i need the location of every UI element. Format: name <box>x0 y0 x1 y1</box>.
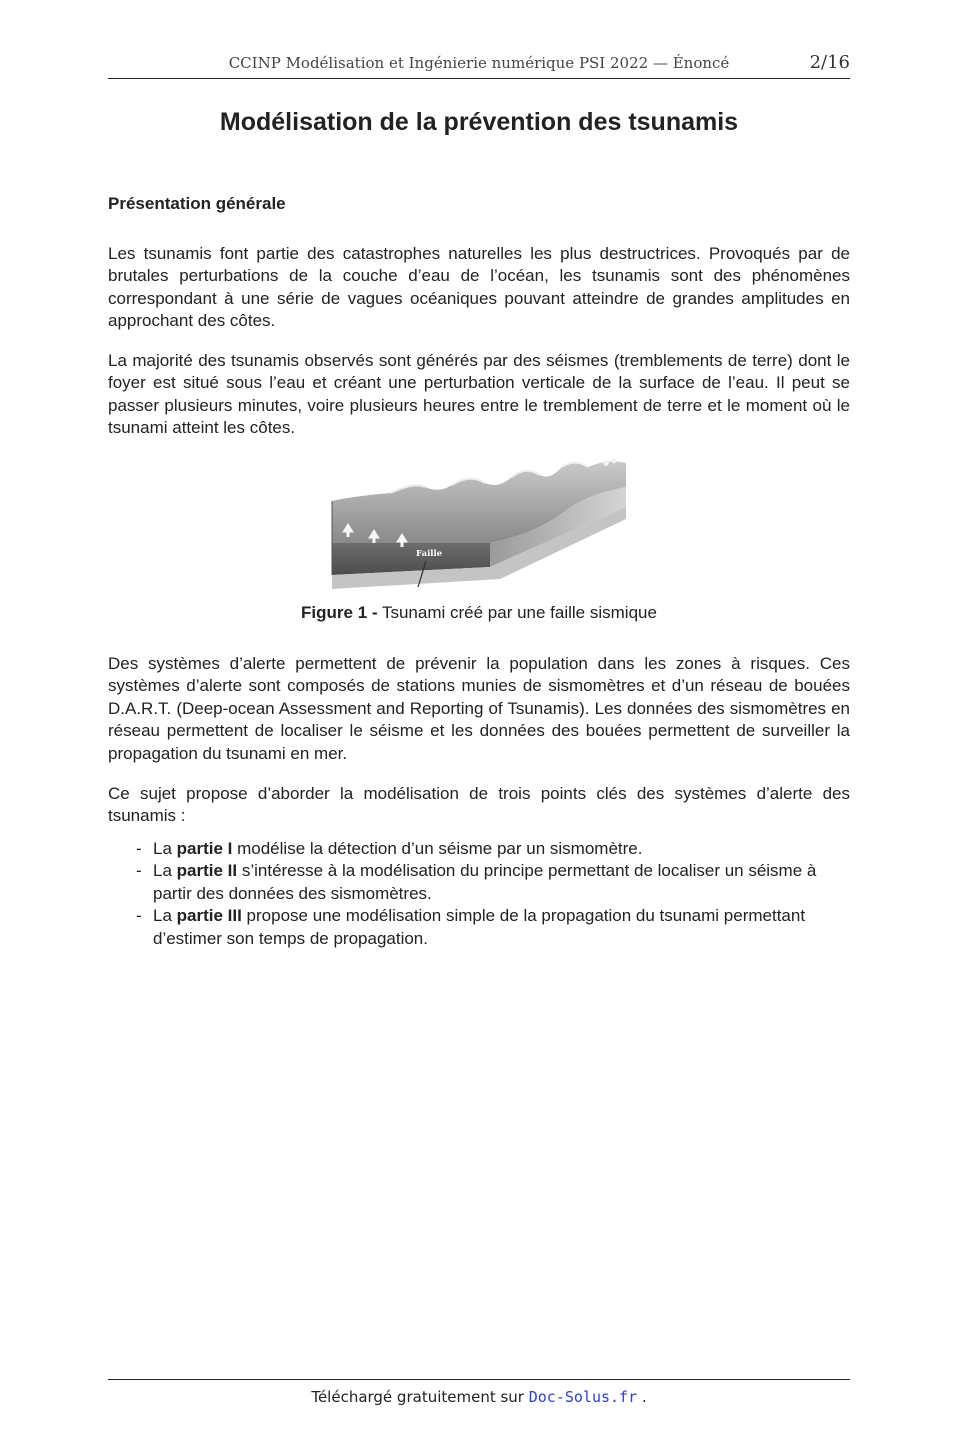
list-text: s’intéresse à la modélisation du principe permettant de localiser un séisme à partir des données des sismomètres. <box>153 861 817 903</box>
part-name: partie I <box>176 839 233 858</box>
figure-caption <box>108 603 850 623</box>
footer-suffix: . <box>637 1388 647 1406</box>
list-dash: - <box>136 839 142 858</box>
doc-solus-link[interactable]: Doc-Solus.fr <box>528 1388 638 1406</box>
page-header <box>108 52 850 79</box>
paragraph-sujet: Ce sujet propose d’aborder la modélisation de trois points clés des systèmes d’alerte des tsunamis : <box>108 784 850 826</box>
caption-text: Tsunami créé par une faille sismique <box>377 603 657 622</box>
list-item <box>136 860 850 905</box>
page-footer <box>108 1388 850 1406</box>
list-item <box>136 905 850 950</box>
list-prefix: La <box>153 906 177 926</box>
fault-label: Faille <box>416 549 443 559</box>
list-dash: - <box>136 861 142 881</box>
caption-label: Figure 1 - <box>301 603 378 622</box>
list-dash: - <box>136 906 142 926</box>
header-title: CCINP Modélisation et Ingénierie numérique PSI 2022 — Énoncé <box>228 54 730 72</box>
list-prefix: La <box>153 839 177 858</box>
tsunami-fault-illustration <box>330 457 628 589</box>
list-text: propose une modélisation simple de la propagation du tsunami permettant d’estimer son temps de propagation. <box>153 906 806 948</box>
footer-divider <box>108 1379 850 1380</box>
list-text: modélise la détection d’un séisme par un sismomètre. <box>232 839 643 858</box>
tsunami-figure <box>330 457 628 589</box>
part-name: partie III <box>176 906 242 926</box>
list-prefix: La <box>153 861 177 881</box>
document-title: Modélisation de la prévention des tsunamis <box>219 108 739 136</box>
part-name: partie II <box>176 861 238 881</box>
list-item <box>136 838 850 860</box>
section-heading: Présentation générale <box>108 194 286 213</box>
document-page <box>108 0 850 1441</box>
parts-list <box>136 838 850 950</box>
footer-text: Téléchargé gratuitement sur <box>311 1388 529 1406</box>
paragraph-intro: Les tsunamis font partie des catastrophes naturelles les plus destructrices. Provoqués par de brutales perturbations de la couche d’eau de l’océan, les tsunamis sont des phénomènes correspondant à une série de vagues océaniques pouvant atteindre de grandes amplitudes en approchant des côtes. <box>108 244 850 331</box>
page-number: 2/16 <box>809 52 850 73</box>
paragraph-alerte: Des systèmes d’alerte permettent de prévenir la population dans les zones à risques. Ces systèmes d’alerte sont composés de stations munies de sismomètres et d’un réseau de bouées D.A.R.T. (Deep-ocean Assessment and Reporting of Tsunamis). Les données des sismomètres en réseau permettent de localiser le séisme et les données des bouées permettent de surveiller la propagation du tsunami en mer. <box>108 654 850 763</box>
paragraph-seismes: La majorité des tsunamis observés sont générés par des séismes (tremblements de terre) dont le foyer est situé sous l’eau et créant une perturbation verticale de la surface de l’eau. Il peut se passer plusieurs minutes, voire plusieurs heures entre le tremblement de terre et le moment où le tsunami atteint les côtes. <box>108 351 850 438</box>
